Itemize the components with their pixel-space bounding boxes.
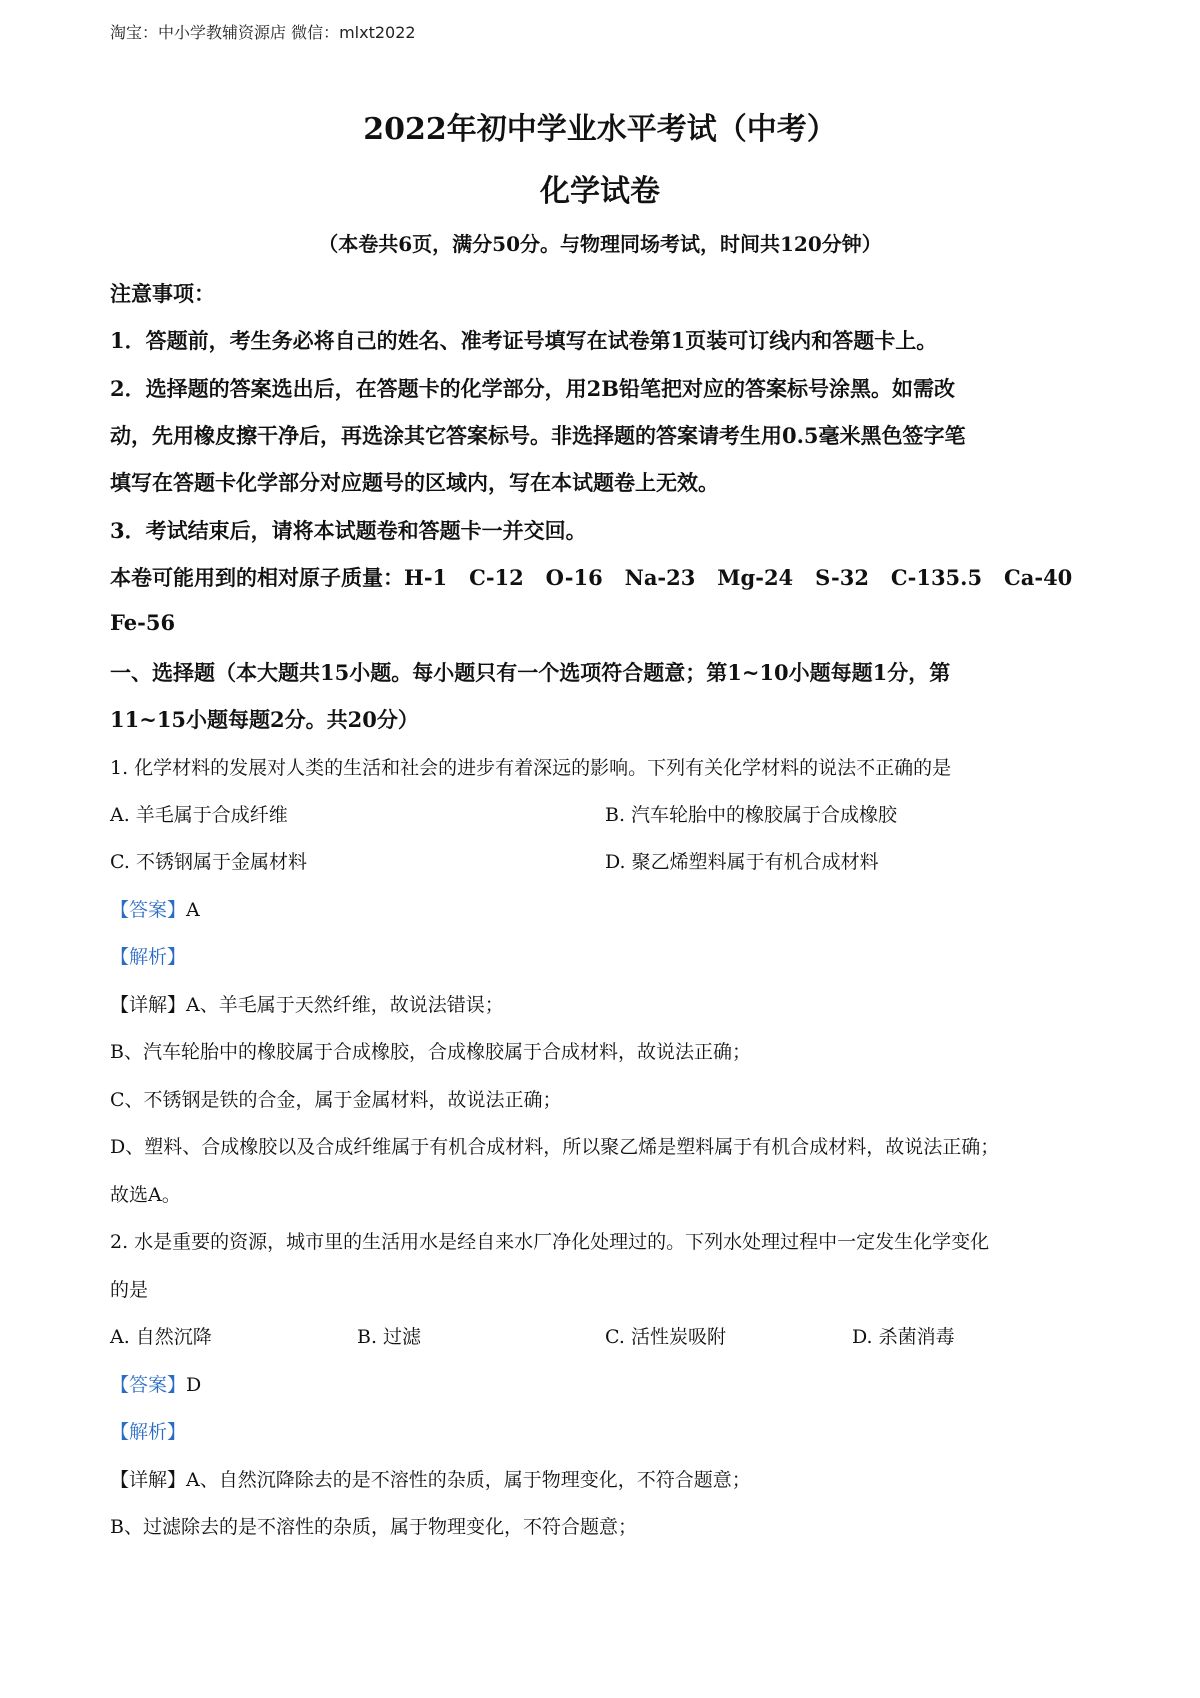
q1-detail-5: 故选A。	[110, 1184, 181, 1206]
notice-item-2-line-2: 动，先用橡皮擦干净后，再选涂其它答案标号。非选择题的答案请考生用0.5毫米黑色签字笔	[110, 423, 966, 448]
q1-detail-4: D、塑料、合成橡胶以及合成纤维属于有机合成材料，所以聚乙烯是塑料属于有机合成材料，故说法正确；	[110, 1136, 1000, 1158]
q2-detail-2: B、过滤除去的是不溶性的杂质，属于物理变化，不符合题意；	[110, 1516, 637, 1538]
q1-option-d: D. 聚乙烯塑料属于有机合成材料	[605, 851, 879, 873]
q2-answer-value: D	[186, 1374, 202, 1396]
q1-answer-value: A	[186, 899, 200, 921]
q1-analysis-tag: 【解析】	[110, 946, 187, 968]
q2-stem-line-1: 2. 水是重要的资源，城市里的生活用水是经自来水厂净化处理过的。下列水处理过程中一定发生化学变化	[110, 1231, 990, 1253]
section-heading-line-2: 11~15小题每题2分。共20分）	[110, 707, 419, 732]
q2-option-d: D. 杀菌消毒	[852, 1326, 955, 1348]
q2-option-b: B. 过滤	[357, 1326, 422, 1348]
notice-item-2-line-3: 填写在答题卡化学部分对应题号的区域内，写在本试题卷上无效。	[110, 470, 719, 495]
q2-detail-tag: 【详解】	[110, 1469, 187, 1491]
q1-stem: 1. 化学材料的发展对人类的生活和社会的进步有着深远的影响。下列有关化学材料的说法不正确的是	[110, 757, 952, 779]
q1-detail-1	[110, 990, 504, 1017]
notice-heading: 注意事项：	[110, 281, 215, 306]
exam-subtitle: 化学试卷	[540, 174, 660, 209]
exam-info: （本卷共6页，满分50分。与物理同场考试，时间共120分钟）	[318, 232, 882, 256]
notice-item-2-line-1: 2．选择题的答案选出后，在答题卡的化学部分，用2B铅笔把对应的答案标号涂黑。如需改	[110, 376, 955, 401]
section-heading-line-1: 一、选择题（本大题共15小题。每小题只有一个选项符合题意；第1~10小题每题1分，第	[110, 660, 951, 685]
atomic-mass-line-1: 本卷可能用到的相对原子质量：H-1 C-12 O-16 Na-23 Mg-24 S-32 C-135.5 Ca-40	[110, 565, 1073, 590]
q2-answer-tag: 【答案】	[110, 1374, 187, 1396]
atomic-mass-line-2: Fe-56	[110, 610, 176, 635]
q2-option-a: A. 自然沉降	[110, 1326, 212, 1348]
notice-item-3: 3．考试结束后，请将本试题卷和答题卡一并交回。	[110, 518, 587, 543]
q1-option-c: C. 不锈钢属于金属材料	[110, 851, 307, 873]
q2-analysis-tag: 【解析】	[110, 1421, 187, 1443]
q2-detail-1-text: A、自然沉降除去的是不溶性的杂质，属于物理变化，不符合题意；	[186, 1469, 751, 1491]
q1-detail-tag: 【详解】	[110, 994, 187, 1016]
q1-answer	[110, 895, 200, 922]
q1-detail-1-text: A、羊毛属于天然纤维，故说法错误；	[186, 994, 504, 1016]
q1-answer-tag: 【答案】	[110, 899, 187, 921]
q1-detail-3: C、不锈钢是铁的合金，属于金属材料，故说法正确；	[110, 1089, 562, 1111]
q1-option-b: B. 汽车轮胎中的橡胶属于合成橡胶	[605, 804, 898, 826]
q1-option-a: A. 羊毛属于合成纤维	[110, 804, 288, 826]
q2-answer	[110, 1370, 201, 1397]
q1-detail-2: B、汽车轮胎中的橡胶属于合成橡胶，合成橡胶属于合成材料，故说法正确；	[110, 1041, 751, 1063]
q2-option-c: C. 活性炭吸附	[605, 1326, 726, 1348]
q2-stem-line-2: 的是	[110, 1279, 149, 1301]
header-watermark: 淘宝：中小学教辅资源店 微信：mlxt2022	[110, 23, 416, 42]
q2-detail-1	[110, 1465, 751, 1492]
notice-item-1: 1．答题前，考生务必将自己的姓名、准考证号填写在试卷第1页装可订线内和答题卡上。	[110, 328, 938, 353]
exam-title: 2022年初中学业水平考试（中考）	[363, 112, 837, 147]
